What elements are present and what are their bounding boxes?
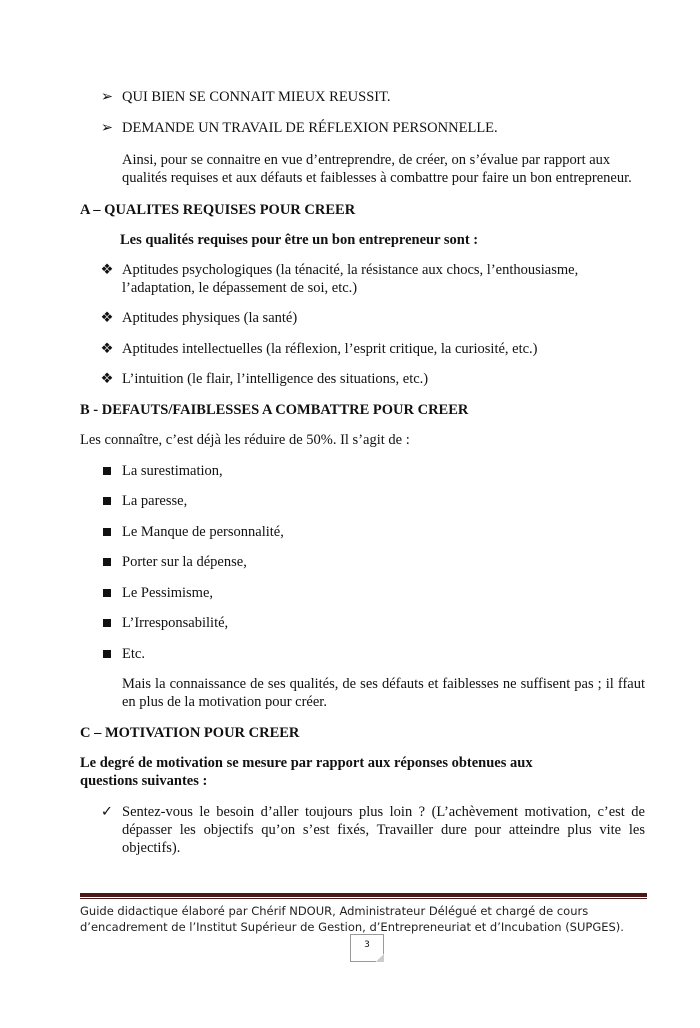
section-b-title: B - DEFAUTS/FAIBLESSES A COMBATTRE POUR CREER <box>80 402 469 418</box>
footer-line-1: Guide didactique élaboré par Chérif NDOUR, Administrateur Délégué et chargé de cours <box>80 904 589 918</box>
weakness-item: Etc. <box>122 646 145 662</box>
footer-line-2: d’encadrement de l’Institut Supérieur de Gestion, d’Entrepreneuriat et d’Incubation (SUPGES). <box>80 920 624 934</box>
weakness-item: L’Irresponsabilité, <box>122 615 229 631</box>
square-bullet-icon <box>100 492 114 510</box>
section-c-lead: Le degré de motivation se mesure par rapport aux réponses obtenues aux questions suivantes : <box>80 755 533 789</box>
diamond-bullet-icon: ❖ <box>100 371 114 387</box>
quality-item: Aptitudes physiques (la santé) <box>122 310 298 326</box>
weakness-item: Porter sur la dépense, <box>122 554 247 570</box>
quality-item: Aptitudes psychologiques (la ténacité, la résistance aux chocs, l’enthousiasme, l’adaptation, le dépassement de soi, etc.) <box>122 262 579 296</box>
arrow-bullet-icon: ➢ <box>100 120 114 136</box>
quality-item: L’intuition (le flair, l’intelligence des situations, etc.) <box>122 371 429 387</box>
page-number: 3 <box>350 934 384 962</box>
square-bullet-icon <box>100 462 114 480</box>
intro-paragraph: Ainsi, pour se connaitre en vue d’entreprendre, de créer, on s’évalue par rapport aux qualités requises et aux défauts et faiblesses à combattre pour faire un bon entrepreneur. <box>122 152 632 186</box>
diamond-bullet-icon: ❖ <box>100 310 114 326</box>
section-b-lead: Les connaître, c’est déjà les réduire de 50%. Il s’agit de : <box>80 432 410 448</box>
section-c-title: C – MOTIVATION POUR CREER <box>80 725 300 741</box>
section-b-closing: Mais la connaissance de ses qualités, de ses défauts et faiblesses ne suffisent pas ; il ffaut en plus de la motivation pour créer. <box>122 676 645 710</box>
square-bullet-icon <box>100 523 114 541</box>
footer-rule-thin <box>80 898 647 899</box>
arrow-bullet-icon: ➢ <box>100 89 114 105</box>
square-bullet-icon <box>100 584 114 602</box>
quality-item: Aptitudes intellectuelles (la réflexion, l’esprit critique, la curiosité, etc.) <box>122 341 538 357</box>
square-bullet-icon <box>100 553 114 571</box>
footer-rule <box>80 893 647 897</box>
weakness-item: La paresse, <box>122 493 188 509</box>
intro-bullet: DEMANDE UN TRAVAIL DE RÉFLEXION PERSONNELLE. <box>122 120 498 136</box>
diamond-bullet-icon: ❖ <box>100 262 114 278</box>
section-a-lead: Les qualités requises pour être un bon entrepreneur sont : <box>120 232 479 248</box>
checkmark-bullet-icon: ✓ <box>100 804 114 820</box>
weakness-item: Le Pessimisme, <box>122 585 214 601</box>
weakness-item: Le Manque de personnalité, <box>122 524 284 540</box>
section-a-title: A – QUALITES REQUISES POUR CREER <box>80 202 356 218</box>
motivation-question: Sentez-vous le besoin d’aller toujours plus loin ? (L’achèvement motivation, c’est de dépasser les objectifs qu’on s’est fixés, Travailler dure pour atteindre plus vite les objectifs). <box>122 804 645 856</box>
square-bullet-icon <box>100 614 114 632</box>
weakness-item: La surestimation, <box>122 463 223 479</box>
square-bullet-icon <box>100 645 114 663</box>
diamond-bullet-icon: ❖ <box>100 341 114 357</box>
intro-bullet: QUI BIEN SE CONNAIT MIEUX REUSSIT. <box>122 89 391 105</box>
